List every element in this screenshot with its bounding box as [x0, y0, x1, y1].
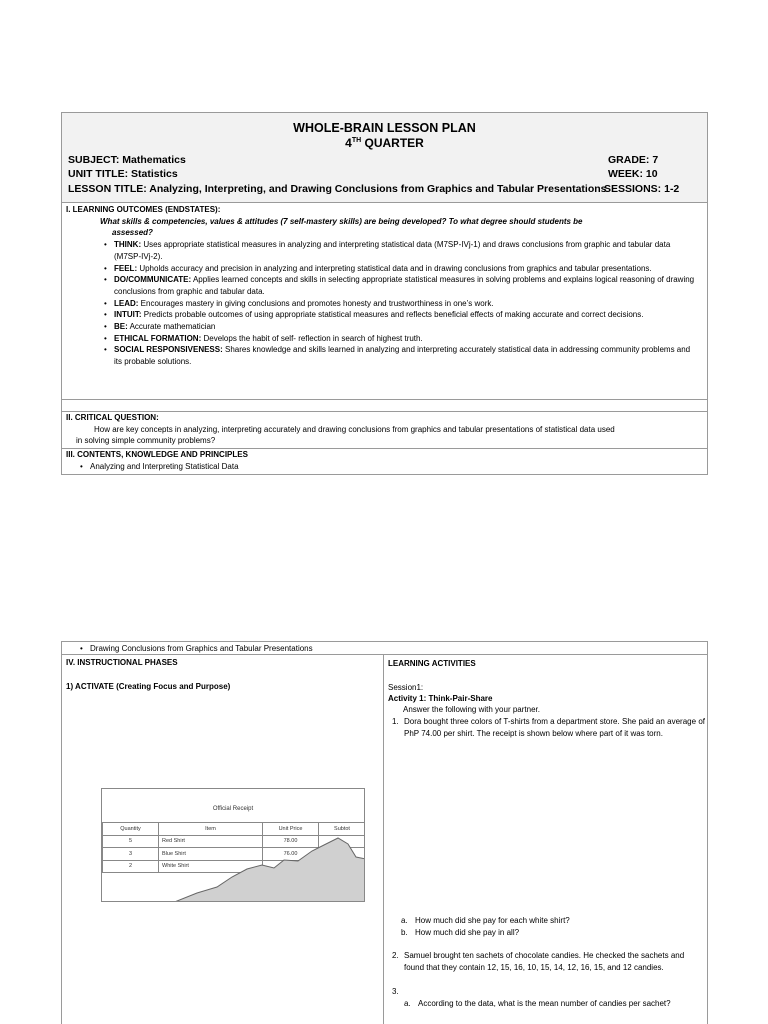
sub-item-letter: a.	[401, 916, 408, 925]
outcome-item	[62, 239, 707, 262]
receipt-cell: 78.00	[263, 835, 319, 848]
quarter-word: QUARTER	[364, 136, 424, 150]
outcome-label: SOCIAL RESPONSIVENESS:	[114, 345, 223, 355]
contents-heading: III. CONTENTS, KNOWLEDGE AND PRINCIPLES	[66, 450, 248, 459]
item-number: 1.	[392, 717, 399, 726]
activity-item-1b	[384, 927, 709, 939]
item-number: 3.	[392, 987, 399, 996]
outcome-label: FEEL:	[114, 263, 138, 273]
activity-title: Activity 1: Think-Pair-Share	[388, 694, 493, 703]
week-label: WEEK: 10	[608, 168, 658, 180]
subject-label: SUBJECT: Mathematics	[68, 154, 186, 166]
outcome-text: Shares knowledge and skills learned in analyzing and interpreting accurately statistical data in addressing community problems and its probable solutions.	[114, 345, 691, 367]
critical-question-line-1: How are key concepts in analyzing, interpreting accurately and drawing conclusions from graphics and tabular presentations of statistical data used	[94, 424, 615, 434]
outcome-item	[62, 263, 707, 275]
outcome-text: Applies learned concepts and skills in selecting appropriate statistical measures in solving problems and explains logical reasoning of drawing conclusions from graphic and tabular data.	[114, 275, 695, 296]
divider	[62, 399, 707, 400]
critical-question-section	[62, 412, 707, 447]
grade-label: GRADE: 7	[608, 154, 659, 166]
activity-item-1a	[384, 915, 709, 927]
outcomes-list	[62, 239, 707, 368]
outcome-label: ETHICAL FORMATION:	[114, 333, 202, 343]
receipt-header-cell: Unit Price	[263, 823, 319, 836]
outcome-label: BE:	[114, 322, 128, 332]
outcome-label: DO/COMMUNICATE:	[114, 275, 192, 285]
outcome-item	[62, 321, 707, 333]
outcome-item	[62, 309, 707, 321]
sub-item-text: How much did she pay for each white shirt?	[415, 916, 570, 925]
contents-item: • Analyzing and Interpreting Statistical Data	[62, 461, 707, 473]
outcome-text: Encourages mastery in giving conclusions and promotes honesty and trustworthiness in one’s work.	[138, 298, 494, 308]
lesson-plan-page-1	[61, 112, 708, 475]
learning-outcomes-heading: I. LEARNING OUTCOMES (ENDSTATES):	[66, 205, 221, 214]
contents-continued	[62, 642, 707, 655]
receipt-cell: 5	[103, 835, 159, 848]
sub-item-letter: a.	[404, 999, 411, 1008]
outcome-item	[62, 333, 707, 345]
outcome-label: INTUIT:	[114, 310, 142, 320]
outcomes-question-line-1: What skills & competencies, values & attitudes (7 self-mastery skills) are being developed? To what degree should students be	[100, 216, 583, 226]
outcome-item	[62, 298, 707, 310]
outcome-text: Uses appropriate statistical measures in analyzing and interpreting statistical data (M7SP-IVj-1) and draws conclusions from graphic and tabular data (M7SP-IVj-2).	[114, 240, 671, 261]
quarter-heading	[62, 136, 707, 150]
receipt-title: Official Receipt	[212, 806, 254, 812]
item-text: Dora bought three colors of T-shirts from a department store. She paid an average of PhP 74.00 per shirt. The receipt is shown below where part of it was torn.	[404, 717, 705, 738]
activity-item-2	[384, 950, 709, 973]
learning-activities-heading: LEARNING ACTIVITIES	[388, 659, 476, 668]
quarter-number: 4	[345, 136, 352, 150]
session-label: Session1:	[388, 683, 424, 692]
outcomes-question-line-2: assessed?	[112, 228, 153, 238]
lesson-plan-header	[62, 113, 707, 203]
receipt-header-cell: Subtot	[319, 823, 366, 836]
unit-title-label: UNIT TITLE: Statistics	[68, 168, 178, 180]
outcome-text: Predicts probable outcomes of using appropriate statistical measures and reflects beneficial effects of making accurate and correct decisions.	[141, 310, 644, 320]
sub-item-text: How much did she pay in all?	[415, 928, 520, 937]
activity-instruction: Answer the following with your partner.	[403, 705, 540, 714]
receipt-cell: White Shirt	[159, 860, 263, 873]
outcome-text: Develops the habit of self- reflection in search of highest truth.	[201, 333, 423, 343]
outcome-text: Accurate mathematician	[127, 322, 216, 332]
receipt-cell: Blue Shirt	[159, 848, 263, 861]
contents-item: • Drawing Conclusions from Graphics and Tabular Presentations	[62, 642, 707, 655]
contents-section	[62, 449, 707, 472]
receipt-cell: 2	[103, 860, 159, 873]
outcome-label: LEAD:	[114, 298, 139, 308]
outcome-label: THINK:	[114, 240, 142, 250]
quarter-suffix: TH	[351, 137, 362, 144]
activity-item-3a	[384, 998, 709, 1010]
sub-item-text: According to the data, what is the mean number of candies per sachet?	[418, 999, 671, 1008]
receipt-header-cell: Item	[159, 823, 263, 836]
sessions-label: SESSIONS: 1-2	[604, 183, 680, 195]
sub-item-letter: b.	[401, 928, 408, 937]
receipt-header-cell: Quantity	[103, 823, 159, 836]
item-text: Samuel brought ten sachets of chocolate candies. He checked the sachets and found that they contain 12, 15, 16, 10, 15, 14, 12, 16, 15, and 12 candies.	[404, 951, 685, 972]
official-receipt-image	[101, 788, 365, 902]
item-number: 2.	[392, 951, 399, 960]
outcome-item	[62, 344, 707, 367]
lesson-plan-page-2	[61, 641, 708, 1024]
critical-question-heading: II. CRITICAL QUESTION:	[66, 413, 159, 422]
lesson-title-label: LESSON TITLE: Analyzing, Interpreting, and Drawing Conclusions from Graphics and Tabular Presentations	[68, 183, 607, 195]
torn-edge-graphic	[102, 789, 365, 902]
activate-phase-heading: 1) ACTIVATE (Creating Focus and Purpose)	[66, 682, 231, 691]
instructional-phases-heading: IV. INSTRUCTIONAL PHASES	[66, 658, 178, 667]
learning-outcomes-section	[62, 204, 707, 368]
activity-item-1	[384, 716, 709, 739]
critical-question-line-2: in solving simple community problems?	[76, 436, 216, 446]
document-title: WHOLE-BRAIN LESSON PLAN	[293, 121, 476, 135]
receipt-cell: 76.00	[263, 848, 319, 861]
receipt-cell: 3	[103, 848, 159, 861]
receipt-cell: Red Shirt	[159, 835, 263, 848]
outcome-item	[62, 274, 707, 297]
outcome-text: Upholds accuracy and precision in analyzing and interpreting statistical data and in drawing conclusions from graphics and tabular presentations.	[137, 263, 652, 273]
